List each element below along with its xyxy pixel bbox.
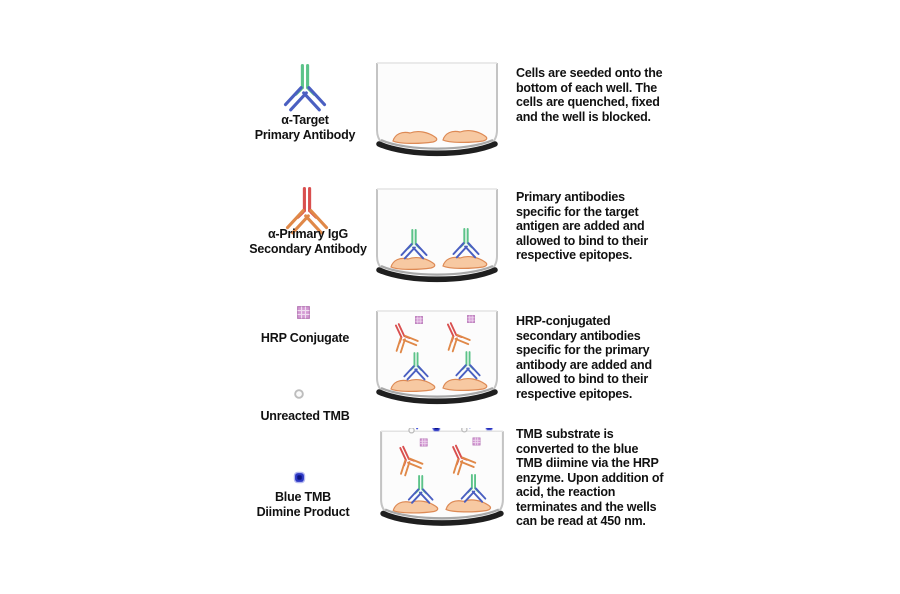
step1-description: Cells are seeded onto the bottom of each well. The cells are quenched, fixed and the well is blocked. — [516, 66, 663, 124]
well-illustration-step1 — [372, 60, 502, 158]
step4-description: TMB substrate is converted to the blue TMB diimine via the HRP enzyme. Upon addition of acid, the reaction terminates and the wells can be read at 450 nm. — [516, 427, 664, 528]
well-illustration-step3 — [372, 308, 502, 406]
legend-label-line: Blue TMB — [274, 490, 332, 504]
hrp-conjugate-icon — [297, 306, 310, 319]
legend-label-blue-tmb — [228, 490, 378, 520]
well-illustration-step4 — [376, 428, 508, 528]
step3-description: HRP-conjugated secondary antibodies specific for the primary antibody are added and allowed to bind to their respective epitopes. — [516, 314, 652, 401]
well-illustration-step2 — [372, 186, 502, 284]
legend-label-primary-antibody — [230, 113, 380, 143]
legend-label-line: Secondary Antibody — [249, 242, 367, 256]
primary-antibody-icon — [276, 63, 334, 115]
legend-label-line: Primary Antibody — [254, 128, 356, 142]
legend-label-hrp-conjugate — [230, 331, 380, 346]
blue-tmb-diimine-icon — [293, 471, 306, 484]
legend-label-unreacted-tmb — [230, 409, 380, 424]
legend-label-line: α-Target — [281, 113, 329, 127]
unreacted-tmb-icon — [293, 388, 305, 400]
legend-label-line: α-Primary IgG — [267, 227, 349, 241]
legend-label-line: Unreacted TMB — [260, 409, 350, 423]
legend-label-secondary-antibody — [232, 227, 384, 257]
legend-label-line: Diimine Product — [256, 505, 350, 519]
step2-description: Primary antibodies specific for the target antigen are added and allowed to bind to their respective epitopes. — [516, 190, 648, 262]
legend-label-line: HRP Conjugate — [260, 331, 350, 345]
